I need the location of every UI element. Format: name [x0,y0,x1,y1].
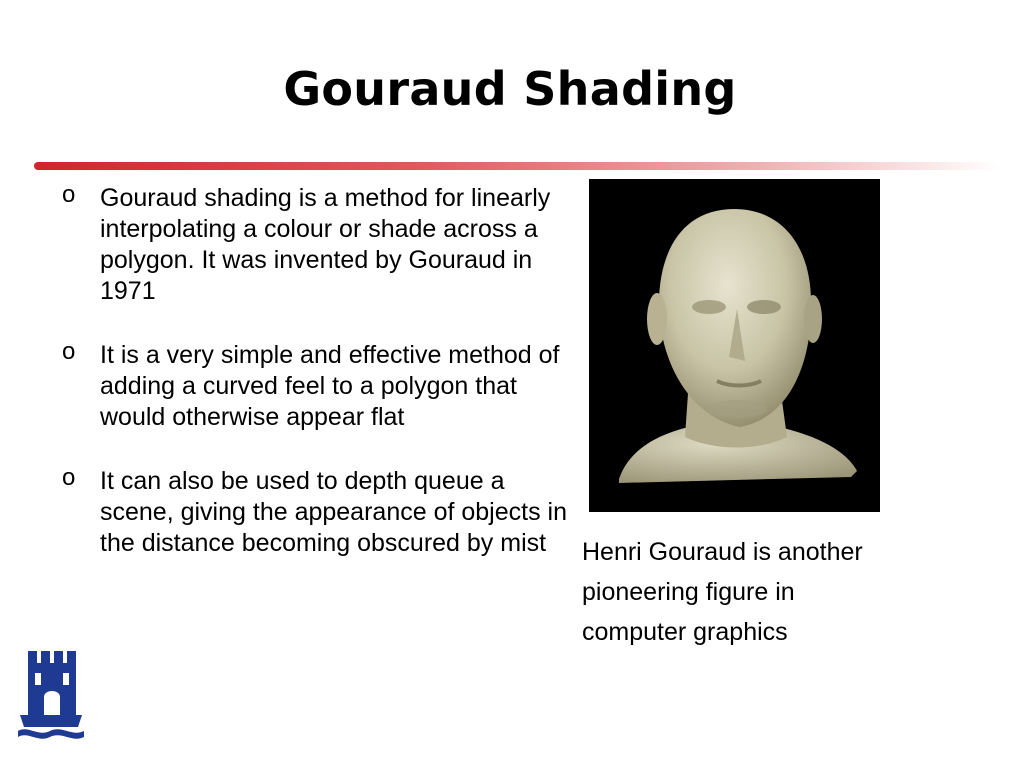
head-illustration [589,179,880,512]
bullet-text: It is a very simple and effective method of adding a curved feel to a polygon that would otherwise appear flat [100,341,560,431]
bullet-list [62,183,572,592]
bullet-text: It can also be used to depth queue a scene, giving the appearance of objects in the distance becoming obscured by mist [100,467,567,557]
slide-title: Gouraud Shading [283,62,737,116]
caption-line: pioneering figure in [582,578,795,606]
castle-tower-logo-graphic [16,647,86,747]
bullet-marker: o [62,338,76,365]
title-divider-rule [34,162,1000,170]
bullet-marker: o [62,464,76,491]
bullet-marker: o [62,181,76,208]
bullet-item [62,183,572,307]
bullet-text: Gouraud shading is a method for linearly interpolating a colour or shade across a polygon. It was invented by Gouraud in 1971 [100,184,551,305]
bullet-item [62,466,572,559]
caption-line: computer graphics [582,618,788,646]
castle-tower-logo-icon [16,647,86,747]
gouraud-head-image [589,179,880,512]
bullet-item [62,340,572,433]
photo-caption [582,532,982,652]
caption-line: Henri Gouraud is another [582,538,863,566]
